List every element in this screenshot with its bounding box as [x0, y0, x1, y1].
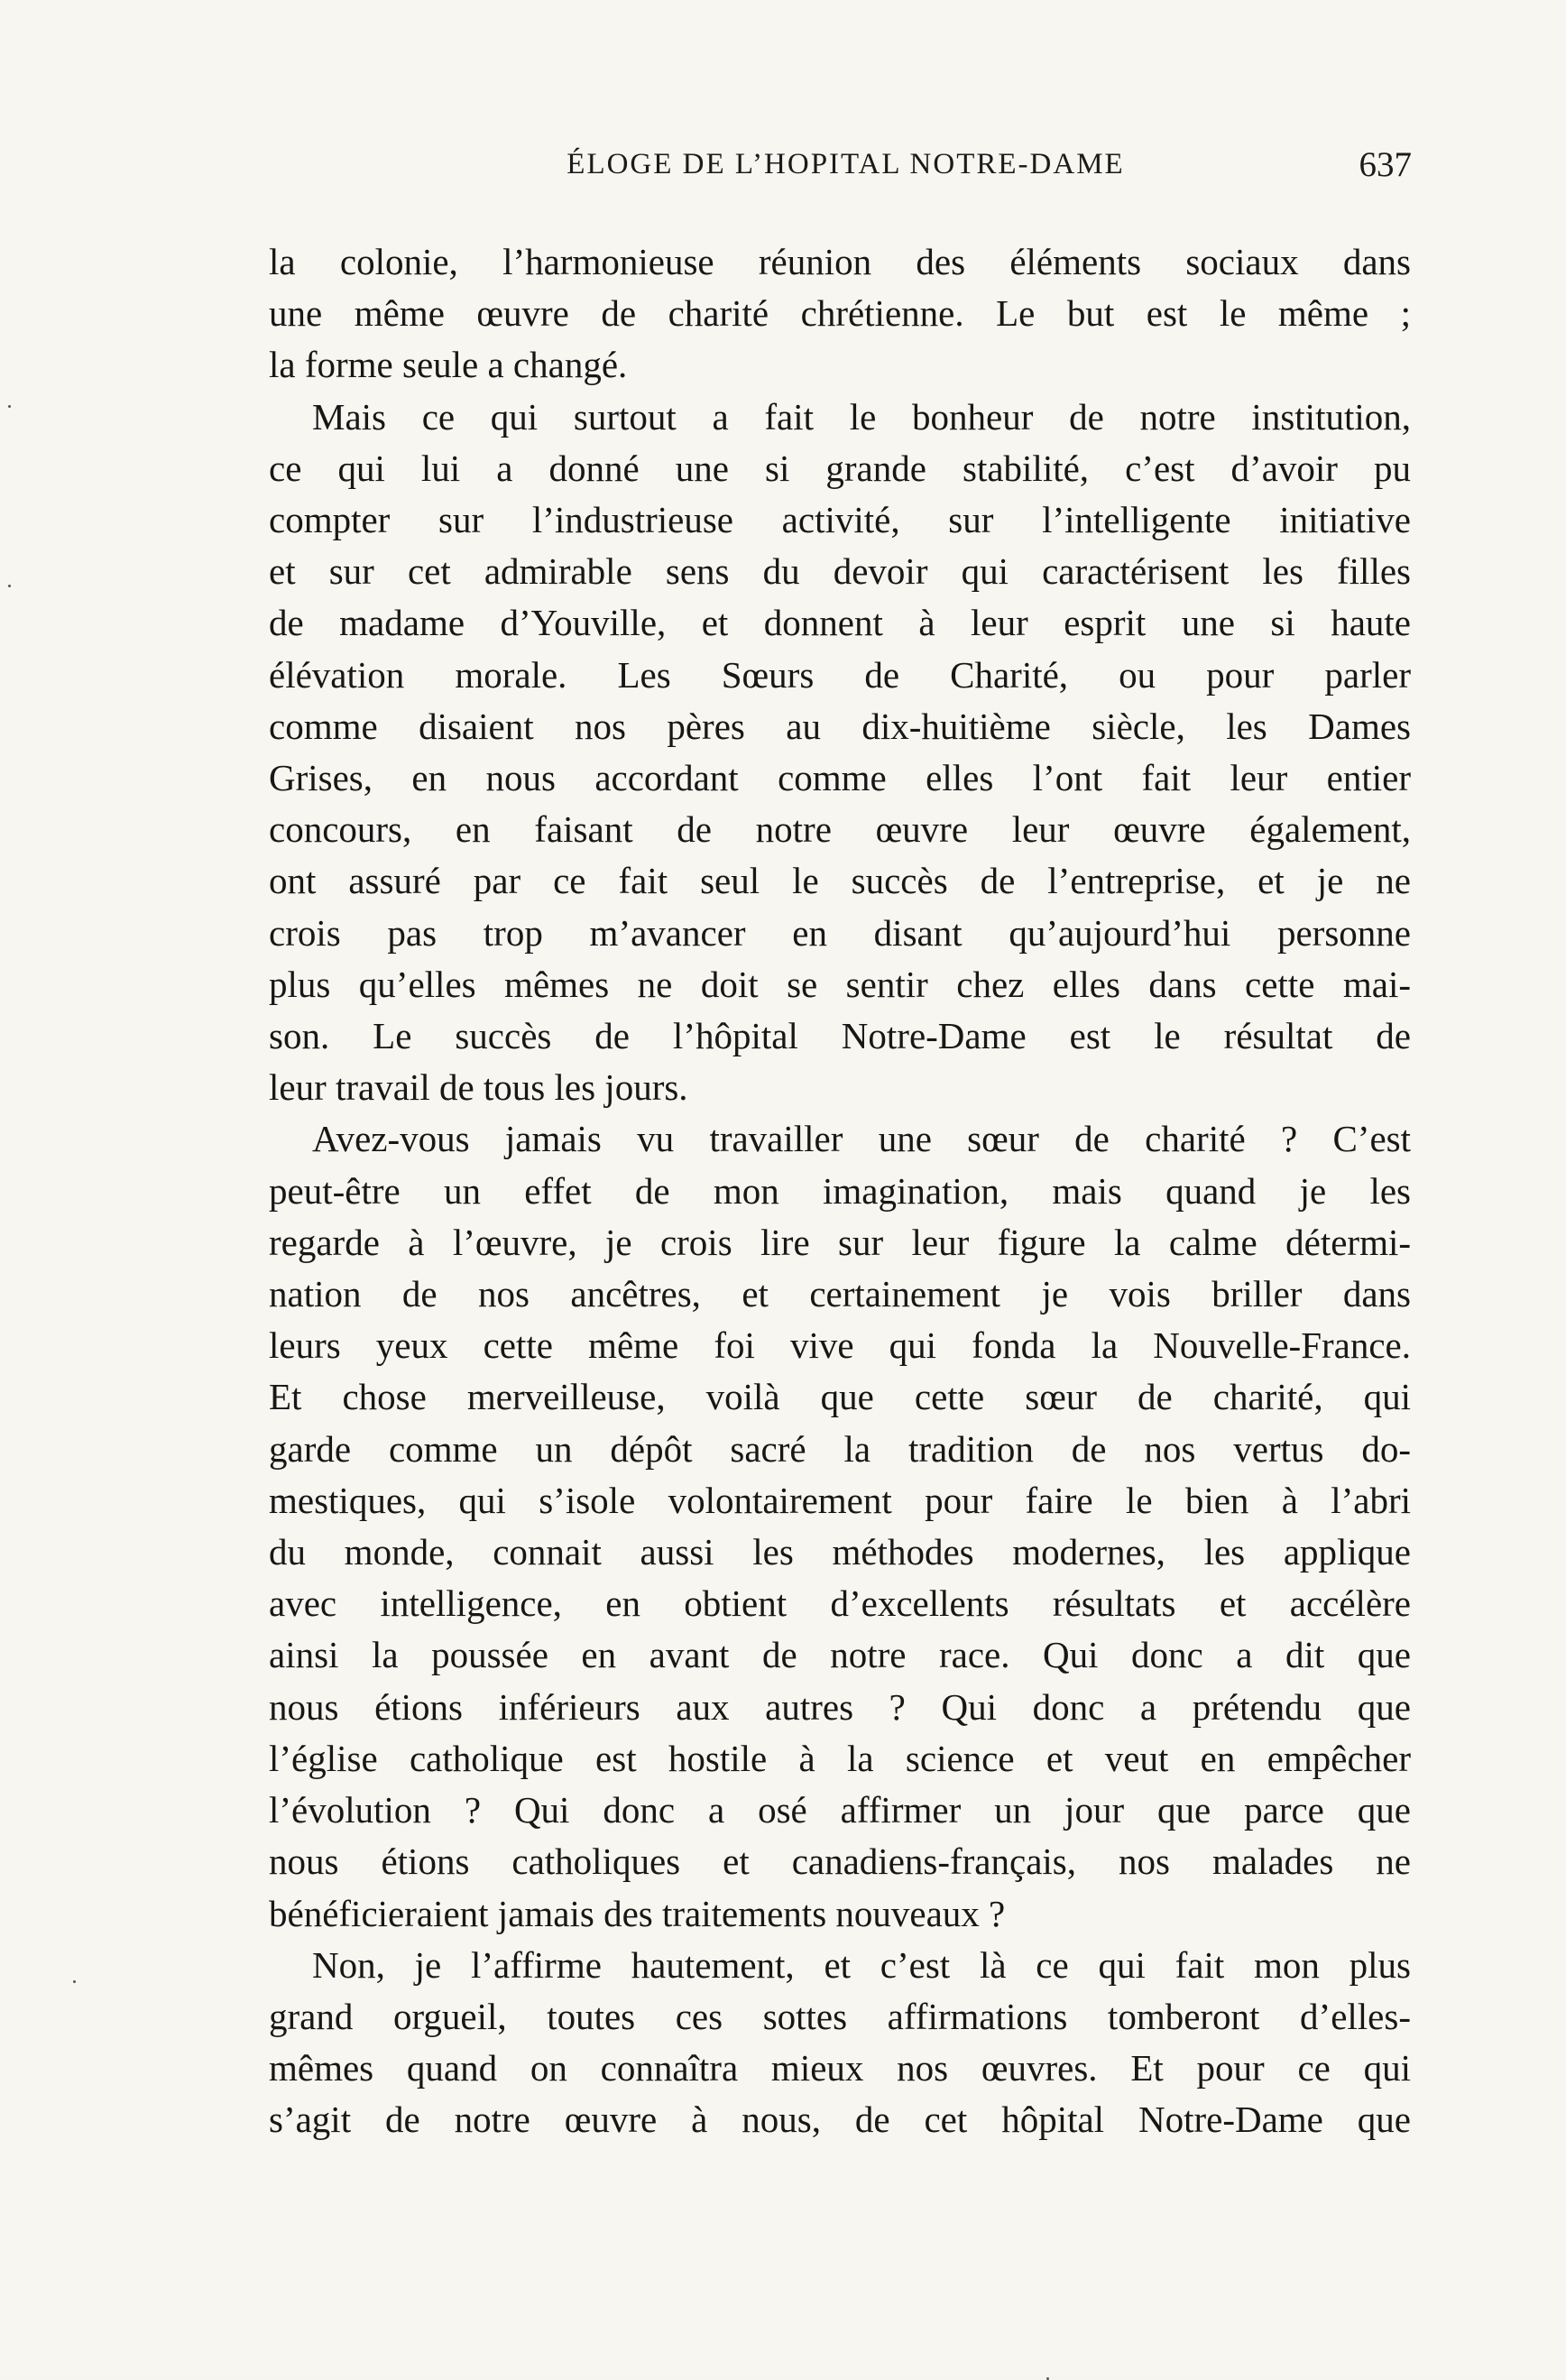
text-line: grand orgueil, toutes ces sottes affirmations tomberont d’elles- — [269, 1995, 1411, 2037]
text-line: crois pas trop m’avancer en disant qu’aujourd’hui personne — [269, 911, 1411, 954]
text-line: concours, en faisant de notre œuvre leur œuvre également, — [269, 808, 1411, 851]
text-line: la forme seule a changé. — [269, 344, 628, 386]
scan-speck — [8, 405, 11, 408]
text-line: s’agit de notre œuvre à nous, de cet hôpital Notre-Dame que — [269, 2099, 1411, 2141]
text-line: et sur cet admirable sens du devoir qui caractérisent les filles — [269, 550, 1411, 593]
body-text — [269, 236, 1411, 2146]
text-line: Mais ce qui surtout a fait le bonheur de notre institution, — [312, 395, 1411, 438]
text-line: Non, je l’affirme hautement, et c’est là ce qui fait mon plus — [312, 1943, 1411, 1986]
paragraph-3 — [269, 1113, 1411, 1939]
scan-speck — [73, 1980, 76, 1983]
paragraph-2 — [269, 392, 1411, 1114]
paragraph-4 — [269, 1940, 1411, 2146]
running-title: ÉLOGE DE L’HOPITAL NOTRE-DAME — [567, 148, 1125, 180]
text-line: leurs yeux cette même foi vive qui fonda la Nouvelle-France. — [269, 1324, 1411, 1367]
text-line: une même œuvre de charité chrétienne. Le but est le même ; — [269, 292, 1411, 335]
text-line: du monde, connait aussi les méthodes modernes, les applique — [269, 1531, 1411, 1573]
text-line: de madame d’Youville, et donnent à leur esprit une si haute — [269, 602, 1411, 644]
scan-speck — [8, 585, 11, 587]
text-line: Et chose merveilleuse, voilà que cette sœur de charité, qui — [269, 1376, 1411, 1418]
text-line: peut-être un effet de mon imagination, mais quand je les — [269, 1169, 1411, 1212]
text-line: garde comme un dépôt sacré la tradition de nos vertus do- — [269, 1427, 1411, 1470]
text-line: Avez-vous jamais vu travailler une sœur de charité ? C’est — [312, 1118, 1411, 1160]
text-line: plus qu’elles mêmes ne doit se sentir chez elles dans cette mai- — [269, 963, 1411, 1005]
text-line: compter sur l’industrieuse activité, sur l’intelligente initiative — [269, 499, 1411, 541]
text-line: la colonie, l’harmonieuse réunion des éléments sociaux dans — [269, 241, 1411, 282]
text-line: mestiques, qui s’isole volontairement pour faire le bien à l’abri — [269, 1479, 1411, 1521]
text-line: mêmes quand on connaîtra mieux nos œuvres. Et pour ce qui — [269, 2047, 1411, 2089]
text-line: regarde à l’œuvre, je crois lire sur leur figure la calme détermi- — [269, 1221, 1411, 1263]
page-number: 637 — [1359, 145, 1412, 184]
text-line: ainsi la poussée en avant de notre race. Qui donc a dit que — [269, 1634, 1411, 1676]
text-line: bénéficieraient jamais des traitements nouveaux ? — [269, 1892, 1006, 1934]
text-line: ont assuré par ce fait seul le succès de l’entreprise, et je ne — [269, 860, 1411, 902]
text-line: nous étions catholiques et canadiens-français, nos malades ne — [269, 1840, 1411, 1883]
text-line: comme disaient nos pères au dix-huitième siècle, les Dames — [269, 705, 1411, 747]
text-line: ce qui lui a donné une si grande stabilité, c’est d’avoir pu — [269, 447, 1411, 489]
text-line: l’évolution ? Qui donc a osé affirmer un jour que parce que — [269, 1789, 1411, 1831]
text-line: leur travail de tous les jours. — [269, 1066, 688, 1109]
text-line: nous étions inférieurs aux autres ? Qui donc a prétendu que — [269, 1685, 1411, 1728]
text-line: son. Le succès de l’hôpital Notre-Dame est le résultat de — [269, 1015, 1411, 1057]
text-line: avec intelligence, en obtient d’excellents résultats et accélère — [269, 1582, 1411, 1625]
text-line: élévation morale. Les Sœurs de Charité, ou pour parler — [269, 653, 1411, 696]
text-line: l’église catholique est hostile à la science et veut en empêcher — [269, 1737, 1411, 1779]
text-line: Grises, en nous accordant comme elles l’ont fait leur entier — [269, 757, 1411, 799]
running-head — [271, 145, 1421, 202]
text-line: nation de nos ancêtres, et certainement je vois briller dans — [269, 1273, 1411, 1315]
paragraph-1 — [269, 236, 1411, 392]
